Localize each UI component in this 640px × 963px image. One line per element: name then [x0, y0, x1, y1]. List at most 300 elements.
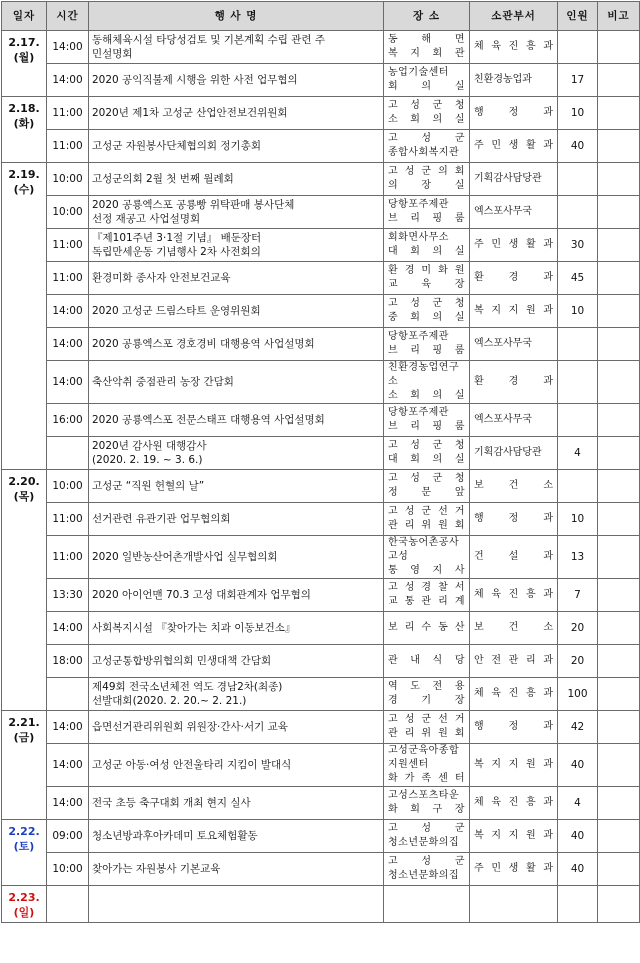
event-place-line: 의 장 실	[388, 180, 465, 191]
event-dept-line: 주 민 생 활 과	[474, 863, 553, 874]
event-name-line: 2020 공룡엑스포 전문스태프 대행용역 사업설명회	[92, 414, 325, 426]
day-date-line: (토)	[13, 840, 35, 853]
header-row	[2, 2, 640, 31]
event-note	[598, 886, 640, 923]
event-dept	[470, 536, 558, 579]
event-dept	[470, 163, 558, 196]
event-name-line: 고성군 “직원 헌혈의 날”	[92, 480, 205, 492]
event-name-line: 동해체육시설 타당성검토 및 기본계획 수립 관련 주	[92, 34, 326, 46]
event-people: 30	[558, 229, 598, 262]
schedule-row	[2, 645, 640, 678]
event-place-line: 복 지 회 관	[388, 48, 465, 59]
event-place-line: 소 회 의 실	[388, 114, 465, 125]
event-place-line: 관 리 위 원 회	[388, 728, 465, 739]
event-name-line: 2020 일반농산어촌개발사업 실무협의회	[92, 551, 278, 563]
event-name-line: 제49회 전국소년체전 역도 경남2차(최종)	[92, 681, 283, 693]
header-place: 장 소	[384, 2, 470, 31]
day-date	[2, 886, 47, 923]
event-dept	[470, 470, 558, 503]
event-name	[89, 64, 384, 97]
event-name-line: 찾아가는 자원봉사 기본교육	[92, 863, 221, 875]
schedule-row	[2, 787, 640, 820]
event-place-line: 교 통 관 리 계	[388, 596, 465, 607]
event-people	[558, 404, 598, 437]
event-dept	[470, 886, 558, 923]
event-name	[89, 536, 384, 579]
event-note	[598, 361, 640, 404]
day-date-line: 2.18.	[8, 102, 40, 115]
event-note	[598, 853, 640, 886]
schedule-row	[2, 229, 640, 262]
event-dept	[470, 645, 558, 678]
schedule-row	[2, 853, 640, 886]
day-date-line: 2.21.	[8, 716, 40, 729]
event-dept	[470, 820, 558, 853]
event-time: 10:00	[47, 470, 89, 503]
event-note	[598, 711, 640, 744]
event-place-line: 고 성 군	[388, 856, 465, 867]
event-dept-line: 행 정 과	[474, 107, 553, 118]
event-note	[598, 64, 640, 97]
event-place-line: 당항포주제관	[388, 199, 449, 210]
event-dept-line: 환 경 과	[474, 272, 553, 283]
event-place-line: 고 성 군 선 거	[388, 714, 465, 725]
event-name-line: 고성군 자원봉사단체협의회 정기총회	[92, 140, 261, 152]
schedule-row	[2, 470, 640, 503]
event-dept-line: 행 정 과	[474, 721, 553, 732]
event-place	[384, 163, 470, 196]
event-note	[598, 820, 640, 853]
event-name-line: 사회복지시설 『찾아가는 치과 이동보건소』	[92, 622, 296, 634]
event-dept-line: 보 건 소	[474, 480, 553, 491]
event-name	[89, 404, 384, 437]
event-name	[89, 130, 384, 163]
event-place	[384, 787, 470, 820]
day-date	[2, 711, 47, 820]
event-time: 11:00	[47, 97, 89, 130]
event-note	[598, 437, 640, 470]
day-date-line: 2.19.	[8, 168, 40, 181]
event-name	[89, 97, 384, 130]
event-name	[89, 645, 384, 678]
event-time: 14:00	[47, 744, 89, 787]
event-place	[384, 295, 470, 328]
event-dept	[470, 579, 558, 612]
event-place	[384, 404, 470, 437]
day-date-line: (월)	[13, 51, 35, 64]
event-name-line: 고성군통합방위협의회 민생대책 간담회	[92, 655, 272, 667]
event-people	[558, 31, 598, 64]
event-dept-line: 기획감사담당관	[474, 173, 542, 184]
schedule-row	[2, 163, 640, 196]
event-people: 40	[558, 130, 598, 163]
event-name	[89, 853, 384, 886]
event-people: 20	[558, 612, 598, 645]
event-name	[89, 579, 384, 612]
event-note	[598, 787, 640, 820]
schedule-row	[2, 97, 640, 130]
event-place	[384, 437, 470, 470]
schedule-row	[2, 612, 640, 645]
event-dept-line: 복 지 지 원 과	[474, 759, 553, 770]
schedule-row	[2, 437, 640, 470]
event-place	[384, 886, 470, 923]
event-people: 40	[558, 853, 598, 886]
schedule-row	[2, 130, 640, 163]
header-time: 시간	[47, 2, 89, 31]
event-people	[558, 328, 598, 361]
event-dept	[470, 678, 558, 711]
event-dept	[470, 196, 558, 229]
event-place-line: 고 성 군 의 회	[388, 166, 465, 177]
event-name-line: 청소년방과후아카데미 토요체험활동	[92, 830, 258, 842]
event-place-line: 회 의 실	[388, 81, 465, 92]
event-name	[89, 196, 384, 229]
event-place	[384, 229, 470, 262]
day-date-line: (금)	[13, 731, 35, 744]
event-time: 11:00	[47, 262, 89, 295]
event-place	[384, 503, 470, 536]
event-time: 11:00	[47, 130, 89, 163]
event-place-line: 한국농어촌공사고성	[388, 537, 460, 562]
event-note	[598, 744, 640, 787]
event-dept	[470, 853, 558, 886]
event-time: 11:00	[47, 229, 89, 262]
event-dept-line: 주 민 생 활 과	[474, 239, 553, 250]
schedule-row	[2, 31, 640, 64]
event-dept	[470, 64, 558, 97]
event-people: 10	[558, 295, 598, 328]
event-name	[89, 295, 384, 328]
event-name-line: 2020 공익직불제 시행을 위한 사전 업무협의	[92, 74, 298, 86]
event-note	[598, 470, 640, 503]
event-dept-line: 체 육 진 흥 과	[474, 41, 553, 52]
event-note	[598, 404, 640, 437]
day-date	[2, 470, 47, 711]
event-dept-line: 체 육 진 흥 과	[474, 688, 553, 699]
event-dept-line: 건 설 과	[474, 551, 553, 562]
event-name-line: 2020 공룡엑스포 경호경비 대행용역 사업설명회	[92, 338, 315, 350]
event-time: 14:00	[47, 361, 89, 404]
event-people: 42	[558, 711, 598, 744]
event-dept-line: 보 건 소	[474, 622, 553, 633]
event-dept	[470, 404, 558, 437]
event-note	[598, 196, 640, 229]
day-date-line: 2.20.	[8, 475, 40, 488]
event-place-line: 동 해 면	[388, 34, 465, 45]
event-name	[89, 886, 384, 923]
event-people	[558, 470, 598, 503]
event-place-line: 고 성 군	[388, 823, 465, 834]
event-time: 11:00	[47, 503, 89, 536]
schedule-row	[2, 503, 640, 536]
event-time: 18:00	[47, 645, 89, 678]
event-dept	[470, 787, 558, 820]
event-people: 7	[558, 579, 598, 612]
event-place-line: 종합사회복지관	[388, 147, 460, 158]
event-name	[89, 787, 384, 820]
event-place	[384, 579, 470, 612]
event-place-line: 교 육 장	[388, 279, 465, 290]
header-note: 비고	[598, 2, 640, 31]
event-place	[384, 470, 470, 503]
event-time: 09:00	[47, 820, 89, 853]
day-date-line: 2.22.	[8, 825, 40, 838]
schedule-row	[2, 744, 640, 787]
event-name-line: 고성군의회 2월 첫 번째 월례회	[92, 173, 234, 185]
day-date-line: (수)	[13, 183, 35, 196]
event-place-line: 당항포주제관	[388, 331, 449, 342]
event-time: 14:00	[47, 295, 89, 328]
event-dept	[470, 612, 558, 645]
event-people: 45	[558, 262, 598, 295]
event-place-line: 화 회 구 장	[388, 804, 465, 815]
event-note	[598, 678, 640, 711]
event-dept-line: 엑스포사무국	[474, 338, 532, 349]
event-name	[89, 328, 384, 361]
event-time: 14:00	[47, 328, 89, 361]
event-place-line: 청소년문화의집	[388, 837, 460, 848]
event-time: 10:00	[47, 163, 89, 196]
event-place	[384, 97, 470, 130]
event-place	[384, 328, 470, 361]
event-note	[598, 229, 640, 262]
event-time: 14:00	[47, 612, 89, 645]
event-note	[598, 645, 640, 678]
event-note	[598, 536, 640, 579]
event-people: 13	[558, 536, 598, 579]
event-name	[89, 262, 384, 295]
event-name	[89, 820, 384, 853]
event-name-line: 선정 재공고 사업설명회	[92, 213, 201, 225]
event-name-line: 전국 초등 축구대회 개최 현지 실사	[92, 797, 251, 809]
event-name-line: 독립만세운동 기념행사 2차 사전회의	[92, 246, 261, 258]
event-place-line: 대 회 의 실	[388, 246, 465, 257]
event-dept-line: 환 경 과	[474, 376, 553, 387]
header-date: 일자	[2, 2, 47, 31]
event-dept	[470, 437, 558, 470]
event-place-line: 고 성 군 청	[388, 473, 465, 484]
event-note	[598, 612, 640, 645]
event-name-line: 선거관련 유관기관 업무협의회	[92, 513, 231, 525]
header-people: 인원	[558, 2, 598, 31]
event-name-line: 2020년 제1차 고성군 산업안전보건위원회	[92, 107, 288, 119]
event-name	[89, 470, 384, 503]
day-date-line: 2.23.	[8, 891, 40, 904]
event-people	[558, 163, 598, 196]
event-time: 10:00	[47, 853, 89, 886]
event-dept-line: 행 정 과	[474, 513, 553, 524]
event-note	[598, 579, 640, 612]
event-dept-line: 엑스포사무국	[474, 414, 532, 425]
event-place-line: 대 회 의 실	[388, 454, 465, 465]
schedule-table	[1, 1, 640, 923]
event-time: 14:00	[47, 711, 89, 744]
event-time: 14:00	[47, 787, 89, 820]
event-place-line: 브 리 핑 룸	[388, 213, 465, 224]
event-name-line: 2020 공룡엑스포 공룡빵 위탁판매 봉사단체	[92, 199, 295, 211]
event-name	[89, 361, 384, 404]
event-place	[384, 64, 470, 97]
day-date-line: (일)	[13, 906, 35, 919]
day-date	[2, 31, 47, 97]
event-place-line: 고성스포츠타운	[388, 790, 460, 801]
schedule-row	[2, 678, 640, 711]
schedule-row	[2, 820, 640, 853]
event-name	[89, 31, 384, 64]
event-name-line: 『제101주년 3·1절 기념』 배둔장터	[92, 232, 262, 244]
header-event: 행 사 명	[89, 2, 384, 31]
event-note	[598, 262, 640, 295]
event-place-line: 중 회 의 실	[388, 312, 465, 323]
event-place	[384, 361, 470, 404]
event-place-line: 고 성 군 선 거	[388, 506, 465, 517]
event-place	[384, 196, 470, 229]
event-note	[598, 503, 640, 536]
event-people	[558, 196, 598, 229]
event-place	[384, 645, 470, 678]
event-time: 10:00	[47, 196, 89, 229]
event-name	[89, 744, 384, 787]
event-dept	[470, 503, 558, 536]
event-place	[384, 678, 470, 711]
event-time: 13:30	[47, 579, 89, 612]
event-place-line: 친환경농업연구소	[388, 362, 460, 387]
schedule-row	[2, 711, 640, 744]
event-place	[384, 711, 470, 744]
event-place-line: 관 리 위 원 회	[388, 520, 465, 531]
event-place-line: 화 가 족 센 터	[388, 773, 465, 784]
event-dept	[470, 97, 558, 130]
event-name-line: 고성군 아동·여성 안전울타리 지킴이 발대식	[92, 759, 292, 771]
event-place-line: 환 경 미 화 원	[388, 265, 465, 276]
event-place-line: 소 회 의 실	[388, 390, 465, 401]
event-place	[384, 853, 470, 886]
event-dept	[470, 262, 558, 295]
schedule-body	[2, 31, 640, 923]
event-place-line: 브 리 핑 룸	[388, 421, 465, 432]
event-dept-line: 체 육 진 흥 과	[474, 797, 553, 808]
event-people	[558, 886, 598, 923]
event-note	[598, 97, 640, 130]
header-dept: 소관부서	[470, 2, 558, 31]
event-place-line: 통 영 지 사	[388, 565, 465, 576]
schedule-row	[2, 536, 640, 579]
event-name-line: 선발대회(2020. 2. 20.~ 2. 21.)	[92, 695, 247, 707]
event-dept	[470, 328, 558, 361]
event-place-line: 고 성 경 찰 서	[388, 582, 465, 593]
schedule-row	[2, 196, 640, 229]
event-people: 40	[558, 744, 598, 787]
schedule-row	[2, 295, 640, 328]
event-time	[47, 678, 89, 711]
event-dept-line: 주 민 생 활 과	[474, 140, 553, 151]
event-time	[47, 437, 89, 470]
event-dept	[470, 744, 558, 787]
event-note	[598, 130, 640, 163]
event-note	[598, 163, 640, 196]
event-dept	[470, 711, 558, 744]
event-place-line: 고성군육아종합지원센터	[388, 745, 460, 770]
event-time: 16:00	[47, 404, 89, 437]
event-place-line: 농업기술센터	[388, 67, 449, 78]
event-place-line: 브 리 핑 룸	[388, 345, 465, 356]
event-place-line: 청소년문화의집	[388, 870, 460, 881]
event-name-line: 읍면선거관리위원회 위원장·간사·서기 교육	[92, 721, 288, 733]
event-people	[558, 361, 598, 404]
event-place	[384, 612, 470, 645]
schedule-row	[2, 64, 640, 97]
event-place-line: 회화면사무소	[388, 232, 449, 243]
event-name-line: 2020 아이언맨 70.3 고성 대회관계자 업무협의	[92, 589, 311, 601]
event-name-line: 축산악취 중점관리 농장 간담회	[92, 376, 234, 388]
day-date-line: (화)	[13, 117, 35, 130]
schedule-row	[2, 579, 640, 612]
event-dept	[470, 31, 558, 64]
event-place-line: 보 리 수 동 산	[388, 622, 465, 633]
event-people: 100	[558, 678, 598, 711]
event-place-line: 당항포주제관	[388, 407, 449, 418]
event-dept	[470, 361, 558, 404]
event-place-line: 역 도 전 용	[388, 681, 465, 692]
schedule-row	[2, 886, 640, 923]
event-place-line: 경 기 장	[388, 695, 465, 706]
event-place	[384, 744, 470, 787]
event-name	[89, 437, 384, 470]
event-name	[89, 229, 384, 262]
event-place-line: 정 문 앞	[388, 487, 465, 498]
event-place-line: 고 성 군	[388, 133, 465, 144]
event-time: 14:00	[47, 64, 89, 97]
event-people: 10	[558, 503, 598, 536]
day-date	[2, 97, 47, 163]
day-date-line: 2.17.	[8, 36, 40, 49]
event-name	[89, 163, 384, 196]
schedule-row	[2, 361, 640, 404]
event-dept	[470, 229, 558, 262]
day-date-line: (목)	[13, 490, 35, 503]
event-place-line: 관 내 식 당	[388, 655, 465, 666]
day-date	[2, 820, 47, 886]
schedule-row	[2, 328, 640, 361]
schedule-row	[2, 262, 640, 295]
event-name-line: (2020. 2. 19. ~ 3. 6.)	[92, 454, 203, 466]
event-dept-line: 복 지 지 원 과	[474, 830, 553, 841]
event-people: 40	[558, 820, 598, 853]
event-place	[384, 536, 470, 579]
event-place	[384, 130, 470, 163]
event-place-line: 고 성 군 청	[388, 440, 465, 451]
event-place	[384, 31, 470, 64]
event-name-line: 민설명회	[92, 48, 133, 60]
event-name	[89, 612, 384, 645]
schedule-row	[2, 404, 640, 437]
event-people: 17	[558, 64, 598, 97]
event-dept-line: 친환경농업과	[474, 74, 532, 85]
event-time: 11:00	[47, 536, 89, 579]
event-note	[598, 31, 640, 64]
event-name-line: 2020년 감사원 대행감사	[92, 440, 207, 452]
event-place-line: 고 성 군 청	[388, 100, 465, 111]
event-people: 4	[558, 787, 598, 820]
event-people: 10	[558, 97, 598, 130]
event-name	[89, 503, 384, 536]
event-name	[89, 678, 384, 711]
event-dept-line: 체 육 진 흥 과	[474, 589, 553, 600]
event-dept	[470, 295, 558, 328]
event-dept-line: 기획감사담당관	[474, 447, 542, 458]
event-name-line: 환경미화 종사자 안전보건교육	[92, 272, 231, 284]
